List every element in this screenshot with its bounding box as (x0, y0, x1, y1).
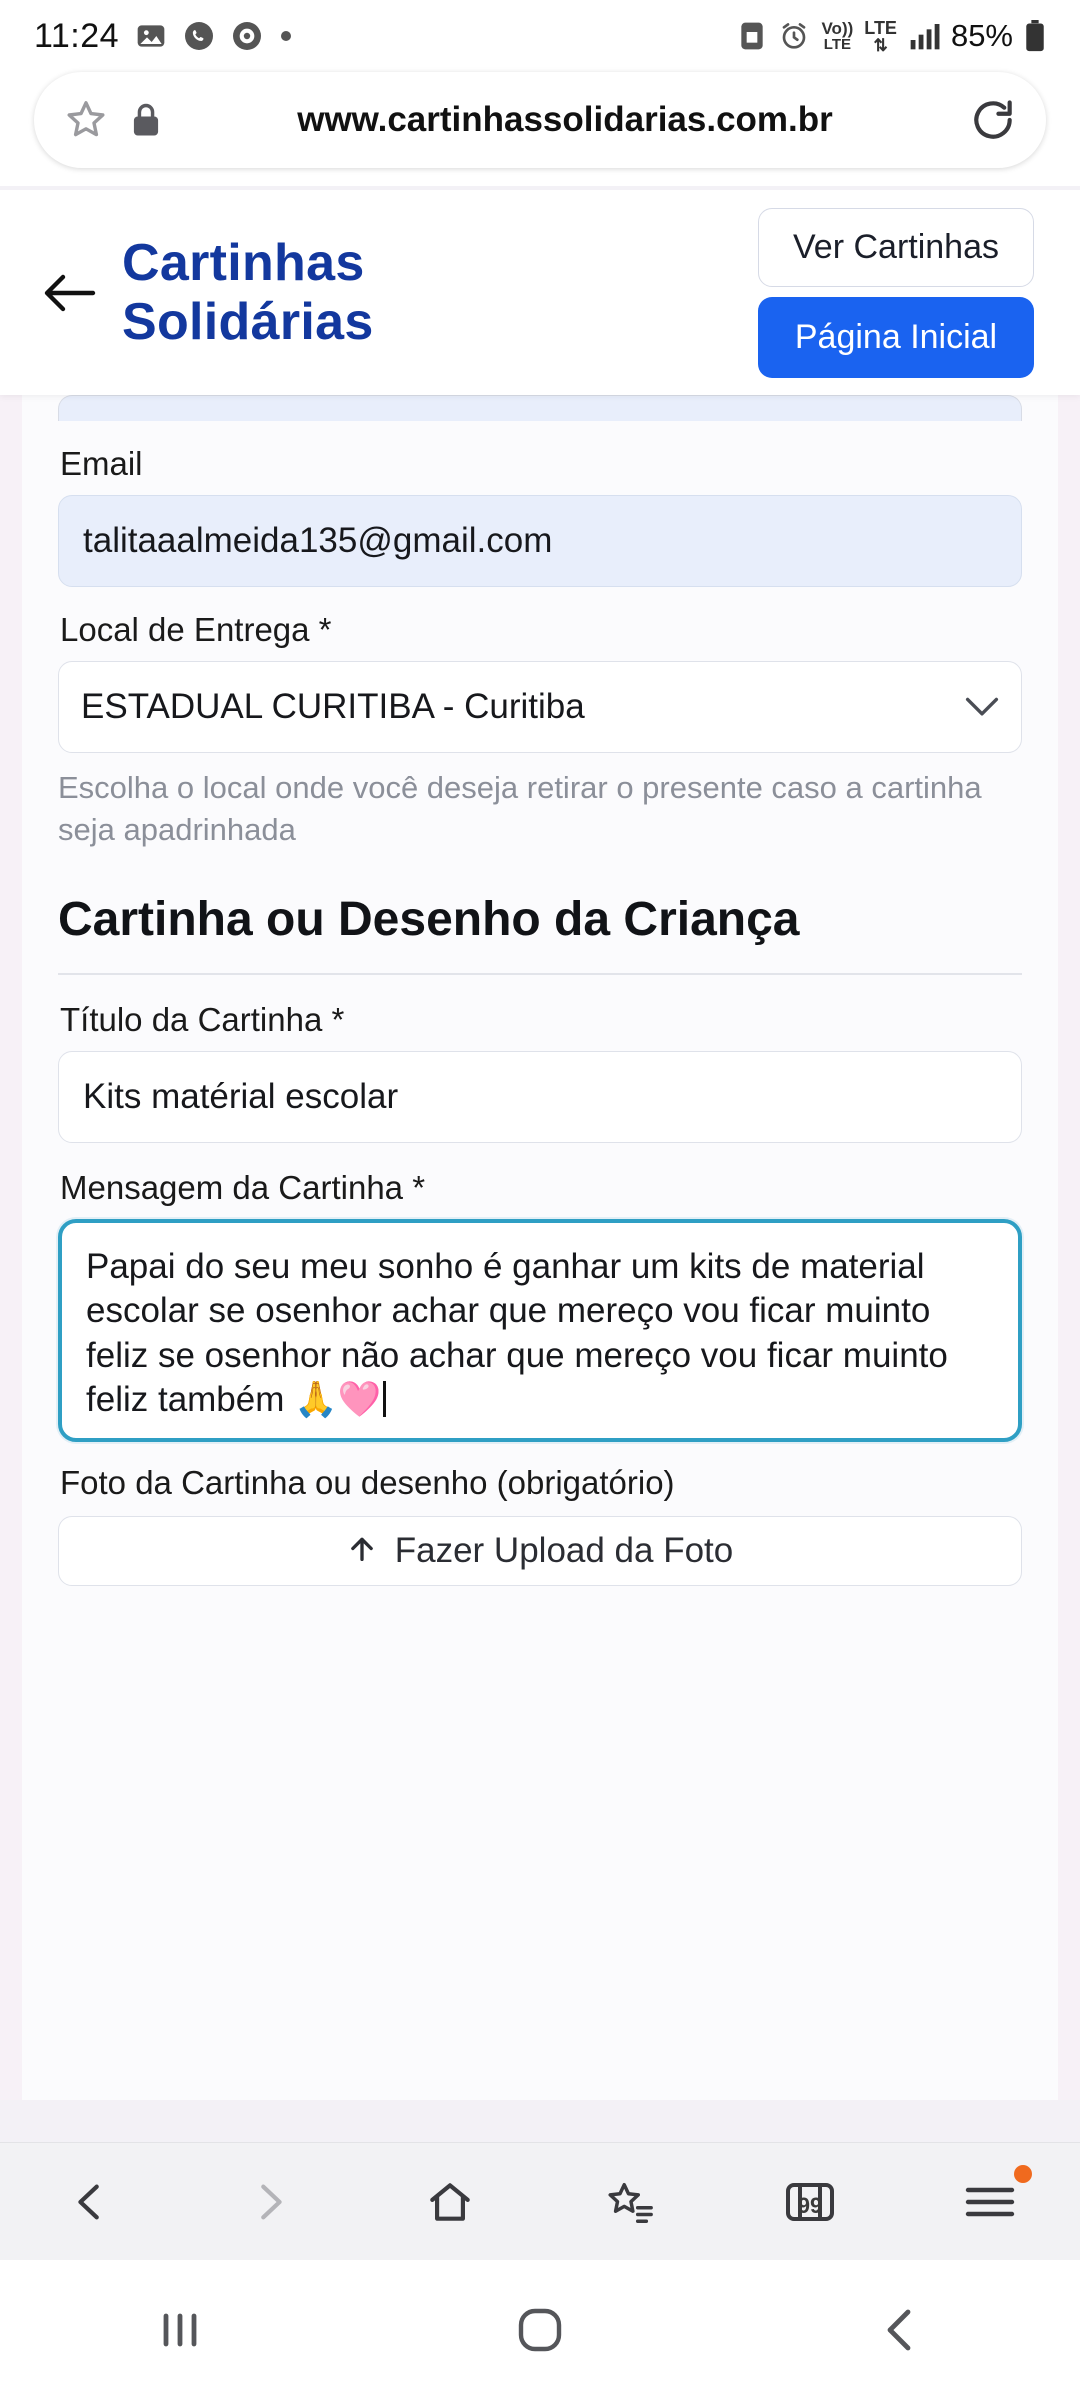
android-home-button[interactable] (460, 2260, 620, 2400)
android-navigation-bar (0, 2260, 1080, 2400)
menu-notification-badge (1014, 2165, 1032, 2183)
volte-icon: Vo)) LTE (821, 19, 854, 53)
sim-card-icon (737, 20, 767, 52)
android-recents-button[interactable] (100, 2260, 260, 2400)
brand-line-1: Cartinhas (122, 234, 365, 293)
browser-bottom-bar (0, 2142, 1080, 2260)
status-bar (0, 0, 1080, 72)
upload-photo-button[interactable] (58, 1516, 1022, 1586)
recents-icon[interactable] (158, 2310, 202, 2350)
upload-photo-label: Fazer Upload da Foto (394, 1531, 734, 1571)
section-divider (58, 973, 1022, 975)
reload-icon[interactable] (968, 95, 1018, 145)
chevron-down-icon[interactable] (965, 696, 999, 718)
browser-home-button[interactable] (390, 2143, 510, 2261)
browser-urlbar[interactable] (34, 72, 1046, 168)
site-brand[interactable] (122, 234, 374, 350)
header-buttons (758, 208, 1054, 378)
chevron-left-icon[interactable] (67, 2179, 113, 2225)
web-page (0, 190, 1080, 2100)
browser-back-button[interactable] (30, 2143, 150, 2261)
browser-menu-button[interactable] (930, 2143, 1050, 2261)
hamburger-icon[interactable] (964, 2180, 1016, 2224)
home-page-button[interactable]: Página Inicial (758, 297, 1034, 378)
status-time: 11:24 (34, 16, 120, 55)
previous-field-partial[interactable] (58, 395, 1022, 421)
form-container (22, 395, 1058, 2100)
star-icon[interactable] (62, 96, 110, 144)
arrow-left-icon[interactable] (41, 271, 97, 315)
email-label: Email (60, 445, 143, 482)
back-chevron-icon[interactable] (878, 2306, 922, 2354)
site-header (0, 190, 1080, 395)
view-cartinhas-button[interactable]: Ver Cartinhas (758, 208, 1034, 287)
delivery-location-select[interactable] (58, 661, 1022, 753)
star-list-icon[interactable] (605, 2177, 655, 2227)
lte-icon: LTE ⇅ (864, 17, 897, 55)
cartinha-title-input[interactable]: Kits matérial escolar (58, 1051, 1022, 1143)
status-bar-right (737, 18, 1046, 54)
cartinha-message-text: Papai do seu meu sonho é ganhar um kits de material escolar se osenhor achar que mereço vou ficar muinto feliz se osenhor não achar que mereço vou ficar muinto feliz também 🙏🩷 (86, 1246, 948, 1420)
cartinha-message-label: Mensagem da Cartinha * (60, 1168, 426, 1206)
android-back-button[interactable] (820, 2260, 980, 2400)
email-input[interactable]: talitaaalmeida135@gmail.com (58, 495, 1022, 587)
browser-forward-button[interactable] (210, 2143, 330, 2261)
dot-icon (279, 29, 293, 43)
image-icon (135, 20, 167, 52)
lock-icon (130, 101, 162, 139)
cartinha-message-textarea[interactable] (58, 1219, 1022, 1443)
browser-tabs-button[interactable] (750, 2143, 870, 2261)
delivery-location-label: Local de Entrega * (60, 611, 332, 648)
alarm-icon (778, 20, 810, 52)
delivery-location-helper: Escolha o local onde você deseja retirar o presente caso a cartinha seja apadrinhada (58, 770, 982, 847)
whatsapp-icon (183, 20, 215, 52)
page-back-button[interactable] (26, 271, 112, 315)
tab-count: 99 (797, 2192, 823, 2218)
battery-percent: 85% (950, 18, 1013, 53)
battery-icon (1024, 20, 1046, 52)
browser-bookmarks-button[interactable] (570, 2143, 690, 2261)
upload-icon (347, 1534, 377, 1568)
signal-bars-icon (908, 21, 940, 51)
brand-line-2: Solidárias (122, 292, 374, 351)
delivery-location-value: ESTADUAL CURITIBA - Curitiba (81, 687, 585, 726)
photo-upload-label: Foto da Cartinha ou desenho (obrigatório) (60, 1464, 675, 1502)
app-icon (231, 20, 263, 52)
cartinha-title-label: Título da Cartinha * (60, 1000, 345, 1038)
chevron-right-icon[interactable] (247, 2179, 293, 2225)
home-circle-icon[interactable] (514, 2304, 566, 2356)
status-bar-left (34, 17, 293, 56)
text-cursor (383, 1381, 386, 1417)
url-text[interactable]: www.cartinhassolidarias.com.br (297, 100, 833, 139)
section-title: Cartinha ou Desenho da Criança (58, 892, 800, 946)
home-icon[interactable] (425, 2177, 475, 2227)
browser-urlbar-container (0, 72, 1080, 186)
